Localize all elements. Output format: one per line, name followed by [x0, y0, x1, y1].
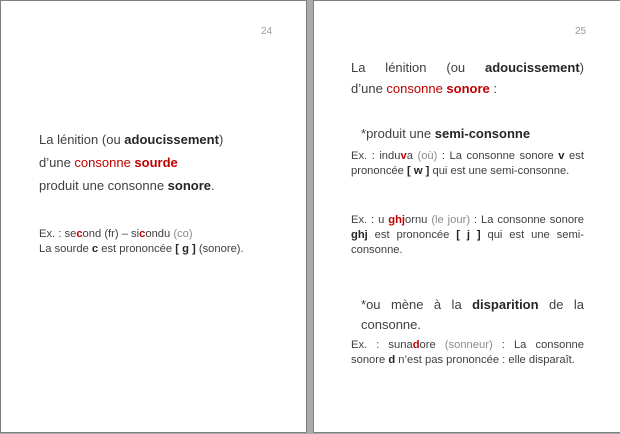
page-24: [0, 0, 307, 433]
example-induva: Ex. : induva (où) : La consonne sonore v est prononcée [ w ] qui est une semi-consonne.: [351, 150, 584, 177]
lenition-definition: [351, 57, 584, 99]
definition-line-3: produit une consonne sonore.: [39, 178, 215, 193]
example-second: [39, 227, 289, 257]
bullet-star: *: [361, 297, 367, 312]
example-line-2: La sourde c est prononcée [ g ] (sonore).: [39, 243, 244, 255]
bullet-semi-consonne: *produit une semi-consonne: [361, 124, 591, 144]
definition-line-1: La lénition (ou adoucissement): [39, 132, 224, 147]
bullet-disparition: *ou mène à la disparition de la consonne.: [361, 297, 584, 332]
page-25: [313, 0, 620, 433]
lenition-definition: [39, 128, 289, 197]
example-ghjornu: Ex. : u ghjornu (le jour) : La consonne sonore ghj est prononcée [ j ] qui est une semi-consonne.: [351, 214, 585, 256]
example-sunadore: Ex. : sunadore (sonneur) : La consonne sonore d n’est pas prononcée : elle disparaît.: [351, 339, 584, 366]
definition-line-1: La lénition (ou adoucissement): [351, 60, 584, 75]
definition-line-2: d’une consonne sonore :: [351, 81, 497, 96]
example-line-1: Ex. : second (fr) – sicondu (co): [39, 228, 193, 240]
page-number: 25: [575, 26, 587, 37]
page-number: 24: [261, 26, 273, 37]
definition-line-2: d’une consonne sourde: [39, 155, 178, 170]
bullet-star: *: [361, 126, 367, 141]
